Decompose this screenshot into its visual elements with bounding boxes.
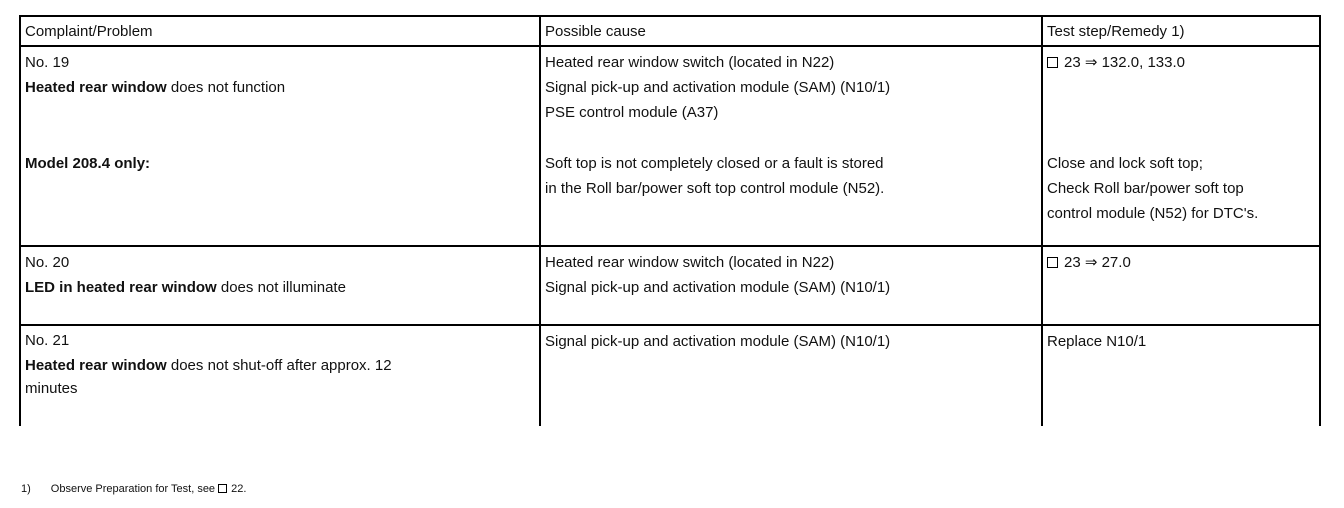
row-19-symptom: does not function bbox=[166, 79, 286, 96]
row-19-test-ref bbox=[1047, 50, 1185, 75]
diagnosis-table bbox=[19, 15, 1321, 426]
header-complaint bbox=[25, 19, 153, 44]
square-reference-icon bbox=[1047, 257, 1058, 268]
row-20-cause-1: Heated rear window switch (located in N22) bbox=[545, 254, 835, 271]
row-19-model-remedy bbox=[1047, 151, 1258, 226]
row-20-complaint bbox=[25, 250, 346, 300]
row-divider-1 bbox=[19, 245, 1321, 247]
header-test bbox=[1047, 19, 1185, 44]
row-20-description bbox=[25, 275, 346, 300]
row-19-test bbox=[1047, 50, 1185, 75]
square-reference-icon bbox=[218, 484, 227, 493]
row-20-causes bbox=[545, 250, 890, 300]
row-21-symptom: does not shut-off after approx. 12 bbox=[166, 357, 392, 374]
row-19-number: No. 19 bbox=[25, 54, 70, 71]
row-19-test-ref-text: 23 ⇒ 132.0, 133.0 bbox=[1064, 54, 1185, 71]
row-21-subject: Heated rear window bbox=[25, 357, 167, 374]
square-reference-icon bbox=[1047, 57, 1058, 68]
header-test-label: Test step/Remedy 1) bbox=[1047, 23, 1185, 40]
footnote-text: Observe Preparation for Test, see bbox=[50, 483, 216, 495]
row-19-cause-1: Heated rear window switch (located in N22) bbox=[545, 54, 835, 71]
row-20-number: No. 20 bbox=[25, 254, 70, 271]
row-21-complaint bbox=[25, 329, 392, 399]
row-20-test-ref-text: 23 ⇒ 27.0 bbox=[1064, 254, 1131, 271]
table-border-right bbox=[1319, 15, 1321, 426]
row-19-model-causes bbox=[545, 151, 884, 201]
row-19-model-remedy-3: control module (N52) for DTC's. bbox=[1047, 205, 1259, 222]
header-complaint-label: Complaint/Problem bbox=[25, 23, 153, 40]
column-divider-1 bbox=[539, 15, 541, 426]
row-20-test bbox=[1047, 250, 1131, 275]
row-divider-2 bbox=[19, 324, 1321, 326]
row-19-model-cause-1: Soft top is not completely closed or a fault is stored bbox=[545, 155, 884, 172]
row-19-complaint bbox=[25, 50, 285, 100]
row-19-subject: Heated rear window bbox=[25, 79, 167, 96]
column-divider-2 bbox=[1041, 15, 1043, 426]
table-border-top bbox=[19, 15, 1321, 17]
row-20-subject: LED in heated rear window bbox=[25, 279, 217, 296]
row-21-test-text: Replace N10/1 bbox=[1047, 333, 1147, 350]
row-21-description bbox=[25, 353, 392, 379]
row-21-description-cont: minutes bbox=[25, 380, 78, 397]
row-19-cause-2: Signal pick-up and activation module (SAM) (N10/1) bbox=[545, 79, 891, 96]
footnote-ref: 22. bbox=[231, 483, 247, 495]
header-divider bbox=[19, 45, 1321, 47]
row-20-test-ref bbox=[1047, 250, 1131, 275]
row-19-model-note bbox=[25, 151, 150, 176]
row-20-cause-2: Signal pick-up and activation module (SAM) (N10/1) bbox=[545, 279, 891, 296]
footnote bbox=[21, 482, 246, 496]
table-border-left bbox=[19, 15, 21, 426]
row-21-number: No. 21 bbox=[25, 332, 70, 349]
row-21-causes bbox=[545, 329, 890, 354]
header-cause-label: Possible cause bbox=[545, 23, 646, 40]
row-19-cause-3: PSE control module (A37) bbox=[545, 104, 719, 121]
header-cause bbox=[545, 19, 646, 44]
row-20-symptom: does not illuminate bbox=[216, 279, 346, 296]
row-19-model-label: Model 208.4 only: bbox=[25, 155, 151, 172]
row-19-model-cause-2: in the Roll bar/power soft top control module (N52). bbox=[545, 180, 885, 197]
row-19-description bbox=[25, 75, 285, 100]
footnote-number: 1) bbox=[21, 483, 31, 495]
row-21-cause-1: Signal pick-up and activation module (SAM) (N10/1) bbox=[545, 333, 891, 350]
row-19-model-remedy-2: Check Roll bar/power soft top bbox=[1047, 180, 1244, 197]
row-21-test bbox=[1047, 329, 1146, 354]
row-19-model-remedy-1: Close and lock soft top; bbox=[1047, 155, 1203, 172]
row-19-causes bbox=[545, 50, 890, 125]
